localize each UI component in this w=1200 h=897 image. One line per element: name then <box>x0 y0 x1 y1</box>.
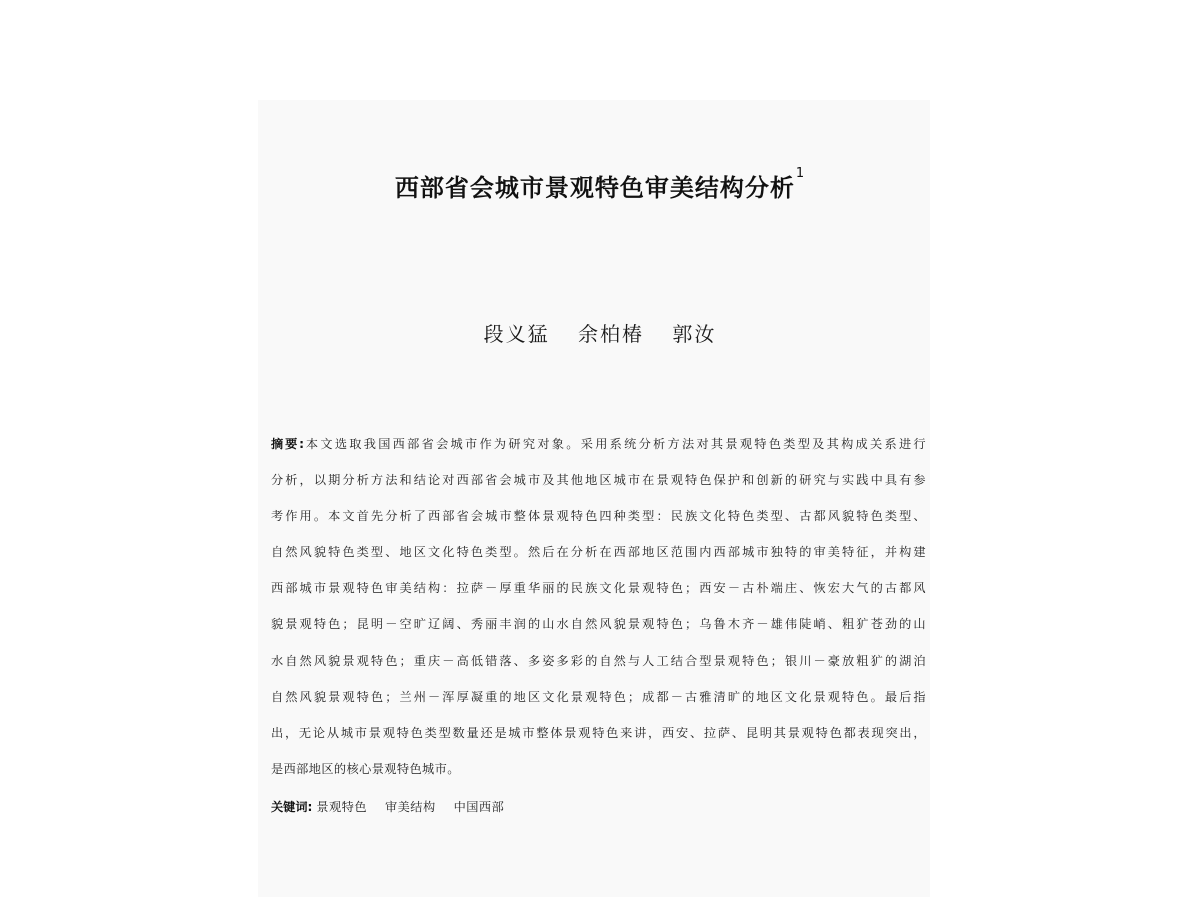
title-text: 西部省会城市景观特色审美结构分析 <box>394 174 795 202</box>
title-footnote-marker: 1 <box>795 166 806 181</box>
author-name: 段义猛 <box>483 322 550 346</box>
keyword: 景观特色 <box>316 800 368 814</box>
keywords <box>271 798 518 815</box>
author-list <box>0 318 1200 347</box>
abstract-line <box>271 426 926 462</box>
abstract-line: 出，无论从城市景观特色类型数量还是城市整体景观特色来讲，西安、拉萨、昆明其景观特色都表现突出， <box>271 725 926 740</box>
abstract-line: 西部城市景观特色审美结构：拉萨－厚重华丽的民族文化景观特色；西安－古朴端庄、恢宏大气的古都风 <box>271 581 926 596</box>
abstract-line: 分析，以期分析方法和结论对西部省会城市及其他地区城市在景观特色保护和创新的研究与实践中具有参 <box>271 473 926 488</box>
keyword: 中国西部 <box>453 800 505 814</box>
abstract-text: 本文选取我国西部省会城市作为研究对象。采用系统分析方法对其景观特色类型及其构成关系进行 <box>304 437 927 451</box>
author-name: 郭汝 <box>672 322 717 346</box>
paper-title <box>0 168 1200 203</box>
abstract-line: 自然风貌景观特色；兰州－浑厚凝重的地区文化景观特色；成都－古雅清旷的地区文化景观特色。最后指 <box>271 689 926 704</box>
abstract-line: 是西部地区的核心景观特色城市。 <box>271 761 460 776</box>
abstract-line: 考作用。本文首先分析了西部省会城市整体景观特色四种类型：民族文化特色类型、古都风貌特色类型、 <box>271 509 926 524</box>
abstract-line: 自然风貌特色类型、地区文化特色类型。然后在分析在西部地区范围内西部城市独特的审美特征，并构建 <box>271 545 926 560</box>
abstract-line: 水自然风貌景观特色；重庆－高低错落、多姿多彩的自然与人工结合型景观特色；银川－豪放粗犷的湖泊 <box>271 653 926 668</box>
abstract <box>271 426 926 787</box>
abstract-line: 貌景观特色；昆明－空旷辽阔、秀丽丰润的山水自然风貌景观特色；乌鲁木齐－雄伟陡峭、粗犷苍劲的山 <box>271 617 926 632</box>
keywords-label: 关键词: <box>271 800 313 814</box>
abstract-label: 摘要: <box>271 437 305 451</box>
author-name: 余柏椿 <box>578 322 644 346</box>
keyword: 审美结构 <box>384 800 436 814</box>
